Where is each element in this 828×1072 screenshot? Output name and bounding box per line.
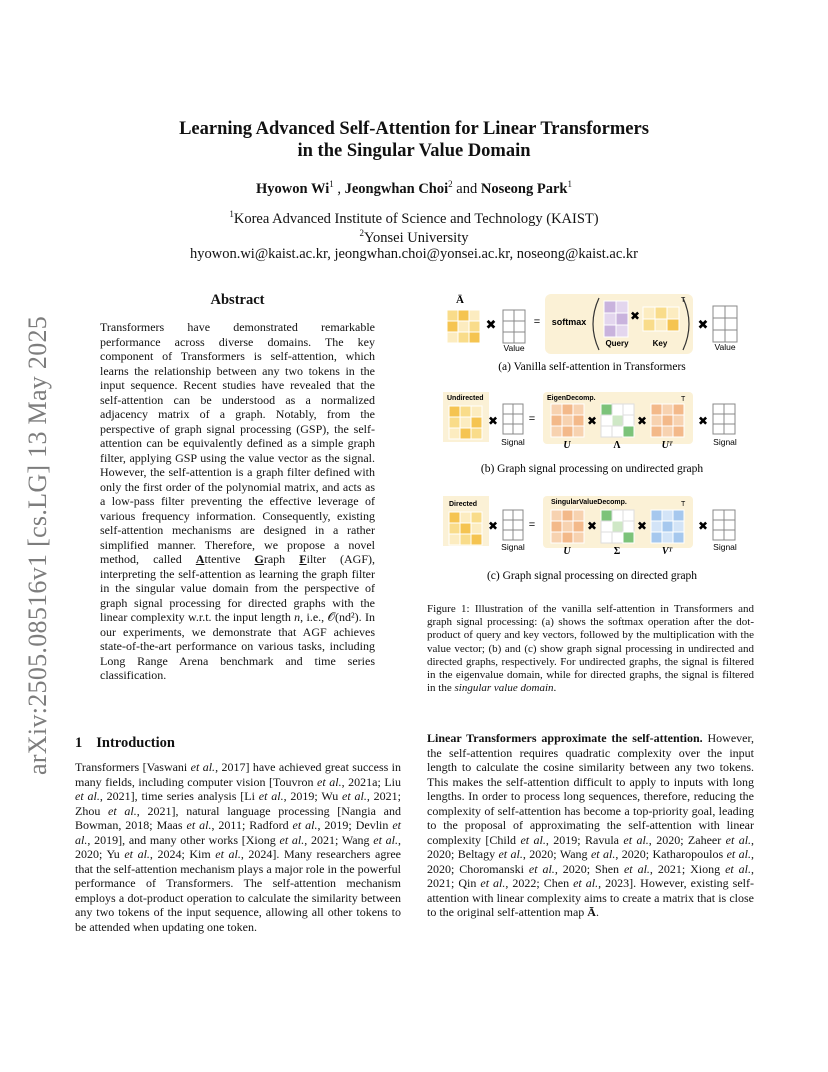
signal-label: Signal (713, 542, 737, 552)
text-run: et al. (317, 774, 342, 789)
paragraph-body (427, 731, 754, 919)
text-run: et al. (190, 760, 216, 774)
text-run: , 2020; Zaheer (648, 832, 726, 847)
paragraph-lead: Linear Transformers approximate the self-attention. (427, 731, 703, 745)
text-run: et al. (292, 818, 318, 832)
paper-title (60, 118, 768, 162)
lambda-label: Λ (613, 440, 621, 451)
text-run: Figure 1: Illustration of the vanilla self-attention in Transformers and graph signal processing: (a) shows the softmax operation after the dot-product of query and key vectors, followed by the multiplication with the value vector; (b) and (c) show graph signal processing in undirected and directed graphs, respectively. For undirected graphs, the signal is filtered in the eigenvalue domain, while for directed graphs, the signal is filtered in the (427, 603, 754, 695)
multiply-icon: ✖ (697, 414, 709, 428)
transpose-mark: T (681, 297, 686, 304)
title-line-2: in the Singular Value Domain (297, 141, 531, 161)
directed-matrix (449, 512, 482, 545)
text-run: et al. (725, 832, 752, 847)
text-run: , 2021; Wang (304, 832, 374, 847)
agf-initial-g: G (254, 552, 264, 566)
text-run: et al. (623, 832, 649, 847)
text-run: et al. (342, 789, 367, 803)
directed-label: Directed (449, 501, 478, 508)
author-affil-sup: 2 (448, 179, 453, 189)
text-run: et al. (528, 861, 555, 876)
value-matrix-2 (713, 306, 737, 342)
arxiv-stamp: arXiv:2505.08516v1 [cs.LG] 13 May 2025 (23, 315, 52, 775)
multiply-icon: ✖ (697, 519, 709, 533)
text-run: , 2020; Wang (522, 847, 591, 861)
panel-c-caption: (c) Graph signal processing on directed graph (486, 570, 698, 582)
vt-matrix (651, 510, 684, 543)
multiply-icon: ✖ (636, 414, 648, 428)
text-run: , 2021; Qin (427, 861, 754, 890)
text-run: , 2022; Chen (505, 876, 574, 890)
text-run: , 2021; Xiong (649, 861, 726, 876)
key-label: Key (652, 339, 668, 348)
abstract-text: Transformers have demonstrated remarkable performance across diverse domains. The key component of Transformers is self-attention, which learns the relationship between any two tokens in the input sequence. Recent studies have revealed that the self-attention can be understood as a normalized adjacency matrix of a graph. Notably, from the perspective of graph signal processing (GSP), the self-attention can be equivalently defined as a simple graph filter, applying GSP using the value vector as the signal. However, the self-attention is a graph filter defined with only the first order of the polynomial matrix, and acts as a low-pass filter preventing the effective leverage of various frequency information. Consequently, existing self-attention mechanisms are designed in a rather simplified manner. Therefore, we propose a novel method, called (100, 320, 375, 566)
attention-matrix-label: Ā (456, 294, 464, 306)
signal-matrix-2 (713, 404, 735, 434)
text-run: However, the self-attention requires quadratic complexity over the input length to calculate the cosine similarity between any two tokens. This makes the self-attention difficult to apply to inputs with long lengths. In order to process long sequences, therefore, reducing the complexity of self-attention has become a top-priority goal, leading to the proposal of approximating the self-attention with linear complexity [Child (427, 731, 755, 847)
softmax-label: softmax (551, 317, 587, 327)
eigen-decomp-label: EigenDecomp. (547, 395, 596, 402)
author-affil-sup: 1 (329, 179, 334, 189)
text-run: et al. (108, 803, 137, 818)
text-run: , 2021; Zhou (75, 789, 402, 818)
text-run: et al. (725, 861, 751, 876)
author-emails: hyowon.wi@kaist.ac.kr, jeongwhan.choi@yonsei.ac.kr, noseong@kaist.ac.kr (189, 246, 638, 262)
text-run: , 2021], time series analysis [Li (99, 789, 259, 803)
text-run: et al. (726, 847, 751, 861)
sigma-matrix (601, 510, 634, 543)
affiliation-sup: 2 (359, 228, 365, 238)
text-run: , 2020; Choromanski (427, 847, 754, 876)
text-run: , 2024]. Many researchers agree that the self-attention mechanism plays a major role in the powerful performance of Transformers. The self-attention mechanism employs a dot-product operation to calculate the similarity between any two tokens of the input sequence, allowing all other tokens to be attended when updating one token. (75, 847, 402, 934)
signal-label: Signal (713, 437, 737, 447)
svd-decomp-label: SingularValueDecomp. (551, 499, 627, 506)
abstract-text: raph (263, 552, 300, 566)
abstract-text: ilter (AGF), interpreting the self-attention as learning the graph filter in the singular value domain from the perspective of graph signal processing for directed graphs with the linear complexity w.r.t. the input length (100, 552, 376, 624)
text-run: et al. (623, 861, 650, 876)
text-run: et al. (186, 818, 212, 832)
author-affil-sup: 1 (567, 179, 572, 189)
text-run: Transformers [Vaswani (75, 760, 191, 774)
text-run: et al. (373, 832, 398, 847)
u-matrix (551, 510, 584, 543)
multiply-icon: ✖ (697, 317, 709, 332)
text-run: singular value domain (454, 682, 554, 695)
text-run: et al. (75, 789, 100, 803)
query-matrix (604, 301, 628, 337)
title-line-1: Learning Advanced Self-Attention for Linear Transformers (179, 119, 649, 139)
u-matrix (551, 404, 584, 437)
text-run: et al. (279, 832, 305, 847)
text-run: et al. (75, 818, 402, 847)
intro-paragraph (75, 760, 401, 934)
abstract-text: ttentive (204, 552, 255, 566)
multiply-icon: ✖ (586, 519, 598, 533)
value-label: Value (714, 342, 736, 352)
abstract-body (100, 320, 375, 683)
text-run: , 2020; Beltagy (427, 832, 755, 861)
signal-matrix (503, 404, 523, 434)
multiply-icon: ✖ (485, 317, 497, 332)
text-run: , 2020; Shen (554, 861, 624, 876)
affiliation-sup: 1 (229, 209, 234, 219)
vt-label: Vᵀ (661, 546, 673, 557)
text-run: , 2021a; Liu (341, 774, 402, 789)
text-run: , 2017] have achieved great success in many fields, including computer vision [Touvron (75, 760, 402, 789)
multiply-icon: ✖ (629, 309, 641, 323)
agf-initial-a: A (195, 552, 205, 566)
section-number: 1 (75, 735, 83, 751)
text-run: et al. (590, 847, 616, 861)
equals-sign: = (528, 413, 536, 425)
text-run: et al. (215, 847, 241, 861)
signal-matrix-2 (713, 510, 735, 540)
author-separator: , (333, 180, 345, 197)
author-separator: and (452, 180, 481, 197)
text-run: , 2020; Yu (75, 832, 401, 861)
sigma-label: Σ (613, 546, 621, 557)
panel-b-caption: (b) Graph signal processing on undirected graph (480, 463, 704, 475)
text-run: Ā (587, 905, 596, 919)
text-run: , 2023]. However, existing self-attention with linear complexity aims to create a matrix that is close to the original self-attention map (427, 876, 754, 919)
text-run: , 2024; Kim (149, 847, 216, 861)
author-name: Noseong Park (480, 180, 568, 197)
panel-b-diagram (443, 392, 737, 451)
multiply-icon: ✖ (586, 414, 598, 428)
equals-sign: = (528, 519, 536, 531)
text-run: , 2020; Katharopoulos (615, 847, 727, 861)
equals-sign: = (533, 316, 541, 328)
text-run: , 2019; Wu (283, 789, 343, 803)
text-run: . (553, 682, 557, 695)
figure-1 (427, 288, 757, 584)
math-complexity: 𝒪(nd²) (327, 610, 359, 624)
panel-a-caption: (a) Vanilla self-attention in Transformers (498, 361, 686, 373)
lambda-matrix (601, 404, 634, 437)
value-matrix (503, 310, 525, 343)
value-label: Value (503, 343, 525, 353)
section-heading (75, 735, 189, 752)
affiliation-text: Korea Advanced Institute of Science and Technology (KAIST) (233, 210, 599, 227)
author-list (60, 179, 768, 198)
text-run: et al. (498, 847, 523, 861)
signal-matrix (503, 510, 523, 540)
query-label: Query (605, 339, 629, 348)
key-matrix (643, 307, 679, 331)
section-title: Introduction (96, 735, 175, 751)
figure-caption (427, 603, 754, 695)
text-run: et al. (520, 832, 546, 847)
text-run: et al. (573, 876, 599, 890)
linear-transformers-paragraph (427, 731, 754, 920)
ut-matrix (651, 404, 684, 437)
abstract-text: . In our experiments, we demonstrate that AGF achieves state-of-the-art performance on various tasks, including Long Range Arena benchmark and time series classification. (100, 610, 375, 682)
signal-label: Signal (501, 542, 525, 552)
text-run: , 2021], natural language processing [Nangia and Bowman, 2018; Maas (75, 803, 401, 832)
text-run: . (595, 905, 599, 919)
text-run: , 2019; Ravula (545, 832, 624, 847)
u-label: U (563, 546, 571, 557)
undirected-label: Undirected (447, 395, 484, 402)
u-label: U (563, 440, 571, 451)
author-name: Hyowon Wi (256, 180, 330, 197)
text-run: , 2019; Devlin (317, 818, 393, 832)
text-run: et al. (480, 876, 506, 890)
panel-c-diagram (443, 496, 737, 557)
math-n: n (294, 610, 301, 624)
agf-initial-f: F (299, 552, 307, 566)
ut-label: Uᵀ (661, 440, 673, 451)
attention-matrix (447, 310, 480, 343)
signal-label: Signal (501, 437, 525, 447)
multiply-icon: ✖ (636, 519, 648, 533)
undirected-matrix (449, 406, 482, 439)
text-run: , 2011; Radford (211, 818, 293, 832)
transpose-mark: T (681, 396, 686, 403)
text-run: et al. (124, 847, 150, 861)
text-run: , 2019], and many other works [Xiong (87, 832, 280, 847)
multiply-icon: ✖ (487, 414, 499, 428)
panel-a-diagram (447, 294, 737, 354)
abstract-text: , i.e., (300, 610, 328, 624)
affiliation-text: Yonsei University (364, 229, 469, 246)
abstract-heading: Abstract (210, 292, 265, 308)
multiply-icon: ✖ (487, 519, 499, 533)
transpose-mark: T (681, 501, 686, 508)
text-run: et al. (258, 789, 284, 803)
author-name: Jeongwhan Choi (344, 180, 449, 197)
